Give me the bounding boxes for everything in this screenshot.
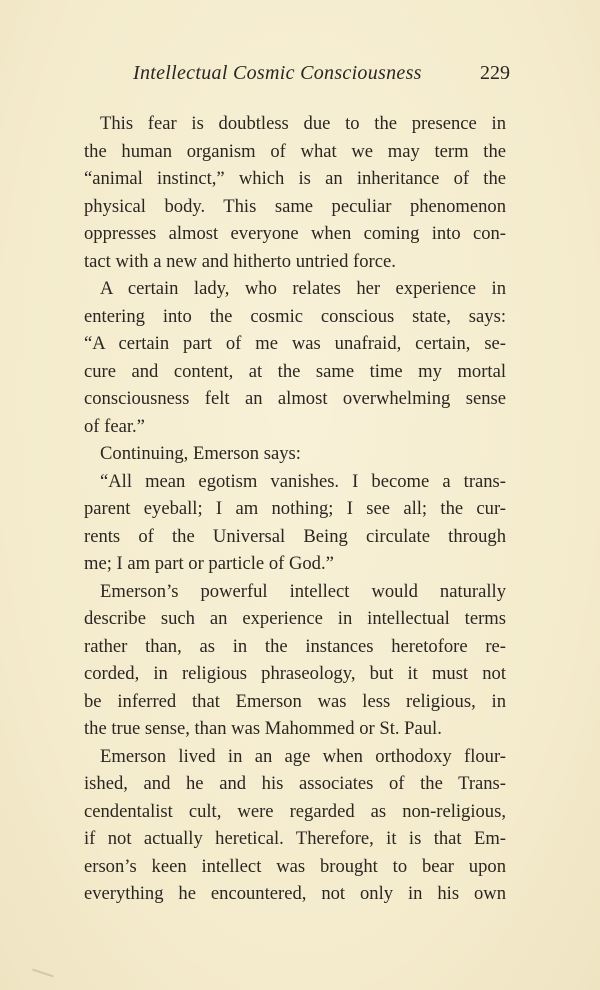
paragraph xyxy=(84,578,506,743)
text-line: “All mean egotism vanishes. I become a trans- xyxy=(100,470,506,492)
text-line: physical body. This same peculiar phenomenon xyxy=(84,195,506,217)
text-line: “A certain part of me was unafraid, certain, se- xyxy=(84,333,506,354)
text-line: cendentalist cult, were regarded as non-religious, xyxy=(84,800,506,822)
text-line: cure and content, at the same time my mortal xyxy=(84,360,506,382)
paragraph xyxy=(84,110,506,275)
text-line: Emerson lived in an age when orthodoxy flour- xyxy=(100,745,506,767)
text-line: if not actually heretical. Therefore, it is that Em- xyxy=(84,828,506,849)
page-body xyxy=(84,110,506,908)
text-line: parent eyeball; I am nothing; I see all; the cur- xyxy=(84,498,506,519)
paper-mark xyxy=(32,969,54,978)
text-line: consciousness felt an almost overwhelming sense xyxy=(84,388,506,409)
text-line: the true sense, than was Mahommed or St. Paul. xyxy=(84,718,442,739)
text-line: oppresses almost everyone when coming into con- xyxy=(84,223,506,244)
paragraph xyxy=(84,468,506,578)
text-line: tact with a new and hitherto untried force. xyxy=(84,250,396,272)
page-number: 229 xyxy=(480,62,510,84)
text-line: describe such an experience in intellectual terms xyxy=(84,608,506,629)
text-line: entering into the cosmic conscious state, says: xyxy=(84,305,506,327)
text-line: Emerson’s powerful intellect would naturally xyxy=(100,580,506,602)
text-line: ished, and he and his associates of the Trans- xyxy=(84,773,506,794)
paragraph xyxy=(84,275,506,440)
text-line: Continuing, Emerson says: xyxy=(100,443,301,464)
paragraph xyxy=(84,440,506,468)
text-line: A certain lady, who relates her experience in xyxy=(100,278,506,299)
text-line: “animal instinct,” which is an inheritance of the xyxy=(84,168,506,189)
text-line: of fear.” xyxy=(84,415,145,437)
text-line: rather than, as in the instances heretofore re- xyxy=(84,635,506,657)
text-line: rents of the Universal Being circulate through xyxy=(84,525,506,547)
text-line: everything he encountered, not only in his own xyxy=(84,883,506,904)
text-line: corded, in religious phraseology, but it must not xyxy=(84,663,506,684)
text-line: be inferred that Emerson was less religious, in xyxy=(84,690,506,712)
paragraph xyxy=(84,743,506,908)
text-line: erson’s keen intellect was brought to bear upon xyxy=(84,855,506,877)
text-line: me; I am part or particle of God.” xyxy=(84,553,334,574)
running-title: Intellectual Cosmic Consciousness xyxy=(133,62,422,84)
text-line: This fear is doubtless due to the presence in xyxy=(100,113,506,134)
text-line: the human organism of what we may term the xyxy=(84,140,506,162)
page-header xyxy=(130,62,510,90)
